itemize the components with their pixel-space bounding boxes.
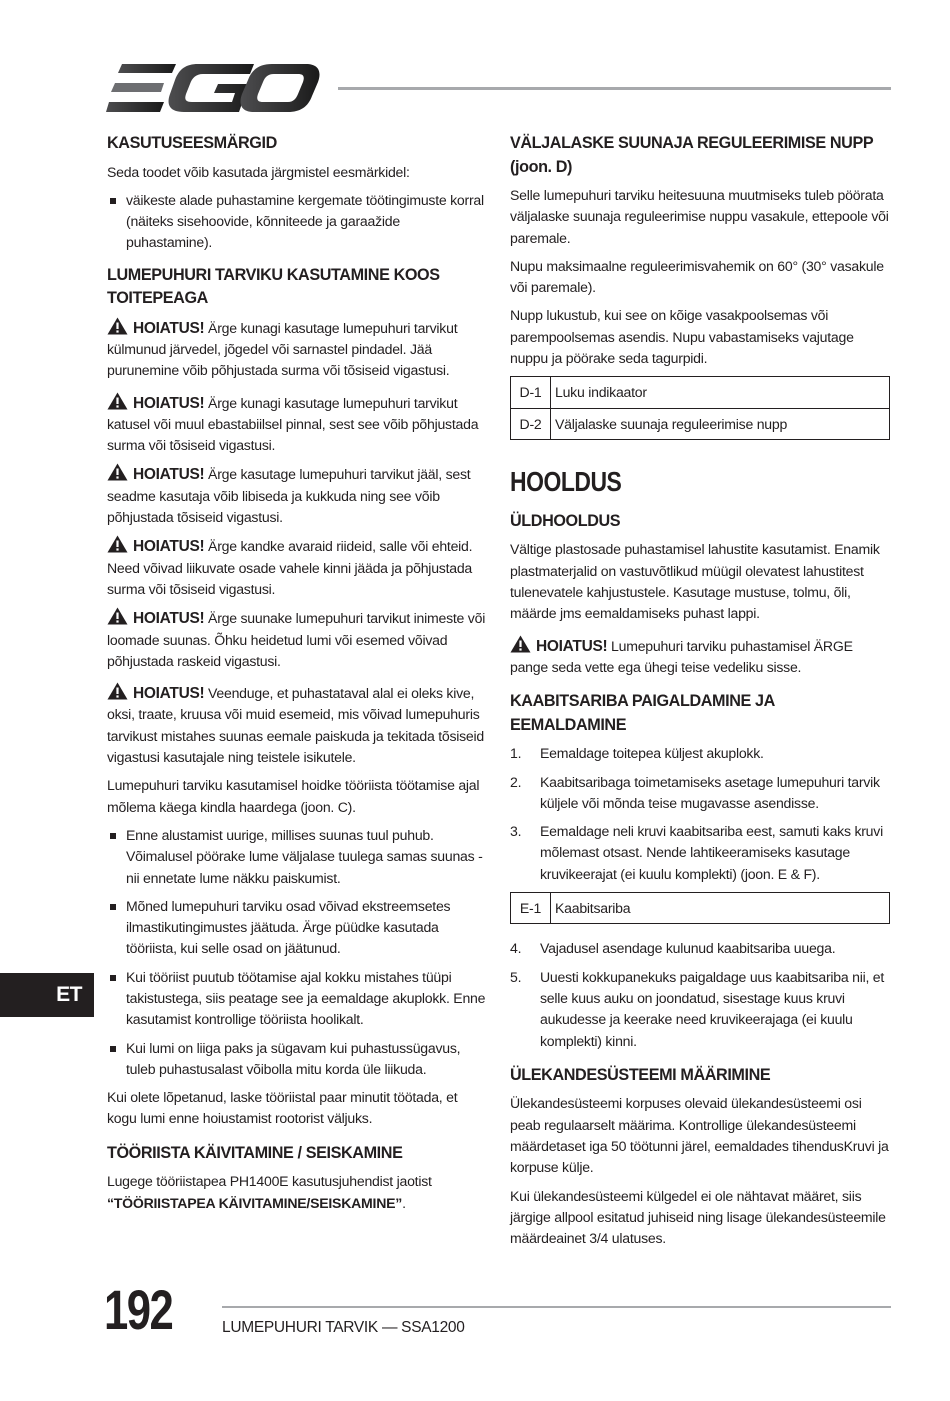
list-item: Enne alustamist uurige, millises suunas tuul puhub. Võimalusel pöörake lume väljalase tuulega samas suunas - nii ennetate lume näkku paiskumist. — [107, 825, 487, 889]
bold-reference: “TÖÖRIISTAPEA KÄIVITAMINE/SEISKAMINE” — [107, 1194, 403, 1211]
warning-icon — [107, 682, 128, 700]
ego-logo-graphic — [106, 62, 320, 114]
warning-text: Ärge kasutage lumepuhuri tarvikut jääl, sest seadme kasutaja võib libiseda ja kukkuda ning see võib põhjustada tõsiseid vigastusi. — [107, 466, 471, 526]
table-cell-code: D-1 — [511, 377, 551, 408]
list-item: Mõned lumepuhuri tarviku osad võivad ekstreemsetes ilmastikutingimustes jäätuda. Ärge püüdke kasutada tööriista, kui selle osad on jäätunud. — [107, 896, 487, 960]
warning-paragraph — [510, 635, 891, 679]
heading-valjalaske-suunaja: VÄLJALASKE SUUNAJA REGULEERIMISE NUPP (joon. D) — [510, 134, 873, 176]
list-item — [510, 821, 891, 885]
step-text: Uuesti kokkupanekuks paigaldage uus kaabitsariba nii, et selle kuus auku on joondatud, sisestage kuus kruvi aukudesse ja keerake need kruvikeerajaga (ei kuulu komplekti) kinni. — [540, 968, 885, 1049]
paragraph: Seda toodet võib kasutada järgmistel eesmärkidel: — [107, 163, 410, 180]
warning-icon — [107, 392, 128, 410]
warning-label: HOIATUS! — [536, 637, 608, 655]
warning-text: Veenduge, et puhastataval alal ei oleks kive, oksi, traate, kruusa või muid esemeid, mis võivad lumepuhuris tarvikust mistahes suunas eemale paiskuda ja tekitada tõsiseid vigastusi kasutajale ning teistele isikutele. — [107, 685, 484, 766]
warning-label: HOIATUS! — [133, 610, 205, 628]
table-row — [511, 408, 890, 439]
paragraph: Nupu maksimaalne reguleerimisvahemik on 60° (30° vasakule või paremale). — [510, 257, 884, 296]
table-cell-label: Väljalaske suunaja reguleerimise nupp — [551, 408, 890, 439]
warning-paragraph — [107, 392, 487, 457]
bullet-list — [107, 190, 487, 254]
list-item — [510, 967, 891, 1052]
paragraph: Lumepuhuri tarviku kasutamisel hoidke tööriista töötamise ajal mõlema käega kindla haardega (joon. C). — [107, 777, 480, 815]
warning-text: Ärge suunake lumepuhuri tarvikut inimeste või loomade suunas. Õhku heidetud lumi või esemed võivad põhjustada raskeid vigastusi. — [107, 610, 486, 669]
table-row — [511, 893, 890, 924]
step-number: 3. — [510, 823, 522, 840]
warning-paragraph — [107, 317, 487, 382]
paragraph: Kui ülekandesüsteemi külgedel ei ole nähtavat määret, siis järgige allpool esitatud juhiseid ning lisage ülekandesüsteemile määrdeainet 3/4 ulatuses. — [510, 1187, 886, 1247]
heading-kasutuseesmargid: KASUTUSEESMÄRGID — [107, 134, 277, 152]
step-text: Eemaldage toitepea küljest akuplokk. — [540, 745, 764, 762]
paragraph: Nupp lukustub, kui see on kõige vasakpoolsemas või parempoolsemas asendis. Nupu vabastamiseks vajutage nuppu ja pöörake seda tagurpidi. — [510, 307, 854, 367]
paragraph: Ülekandesüsteemi korpuses olevaid ülekandesüsteemi osi peab regulaarselt määrima. Kontrollige ülekandesüsteemi määrdetaset iga 50 töötunni järel, eemaldades tihendusKruvi ja korpuse külje. — [510, 1095, 889, 1176]
warning-text: Ärge kandke avaraid riideid, salle või ehteid. Need võivad liikuvate osade vahele kinni jääda ja põhjustada surma või tõsiseid vigastusi. — [107, 538, 473, 597]
warning-text: Ärge kunagi kasutage lumepuhuri tarvikut katusel või muul ebastabiilsel pinnal, sest see võib põhjustada surma või tõsiseid vigastusi. — [107, 394, 479, 454]
paragraph: Selle lumepuhuri tarviku heitesuuna muutmiseks tuleb pöörata väljalaske suunaja reguleerimise nuppu vasakule, ettepoole või paremale. — [510, 187, 889, 246]
warning-paragraph — [107, 682, 487, 768]
warning-icon — [107, 463, 128, 481]
warning-text: Lumepuhuri tarviku puhastamisel ÄRGE pange seda vette ega ühegi teise vedeliku sisse. — [510, 637, 853, 675]
footer-rule — [222, 1306, 891, 1308]
warning-icon — [107, 317, 128, 335]
heading-tooriista-kaivitamine: TÖÖRIISTA KÄIVITAMINE / SEISKAMINE — [107, 1143, 403, 1162]
paragraph — [107, 1171, 487, 1214]
step-number: 2. — [510, 773, 522, 790]
warning-icon — [510, 635, 531, 653]
warning-icon — [107, 535, 128, 553]
warning-icon — [107, 607, 128, 625]
table-cell-label: Luku indikaator — [551, 377, 890, 408]
table-row — [511, 377, 890, 408]
footer-title: LUMEPUHURI TARVIK — SSA1200 — [222, 1319, 465, 1336]
ego-logo — [106, 62, 320, 114]
list-item: Kui tööriist puutub töötamise ajal kokku mistahes tüüpi takistustega, siis peatage see ja eemaldage akuplokk. Enne kasutamist kontrollige tööriista hoolikalt. — [107, 967, 487, 1031]
section-title-hooldus: HOOLDUS — [510, 465, 622, 497]
list-item — [510, 772, 891, 815]
warning-label: HOIATUS! — [133, 685, 205, 703]
list-item: väikeste alade puhastamine kergemate töötingimuste korral (näiteks sisehoovide, kõnniteede ja garaažide puhastamine). — [107, 190, 487, 254]
warning-label: HOIATUS! — [133, 538, 205, 556]
step-text: Kaabitsaribaga toimetamiseks asetage lumepuhuri tarvik küljele või mõnda teise mugavasse asendisse. — [540, 773, 880, 811]
bullet-list — [107, 825, 487, 1080]
heading-lumepuhuri-kasutamine: LUMEPUHURI TARVIKU KASUTAMINE KOOS TOITEPEAGA — [107, 265, 440, 308]
numbered-list — [510, 938, 891, 1051]
reference-table-d — [510, 376, 890, 440]
list-item — [510, 743, 891, 764]
step-number: 4. — [510, 940, 522, 957]
warning-paragraph — [107, 463, 487, 528]
numbered-list — [510, 743, 891, 885]
step-text: Eemaldage neli kruvi kaabitsariba eest, samuti kaks kruvi mõlemast otsast. Nende lahtikeeramiseks kasutage kruvikeerajat (ei kuulu komplekti) (joon. E & F). — [540, 823, 883, 882]
text: . — [402, 1194, 406, 1211]
page-number: 192 — [104, 1278, 173, 1341]
right-column — [510, 132, 891, 1256]
warning-paragraph — [107, 535, 487, 600]
header-rule — [338, 87, 891, 90]
paragraph: Vältige plastosade puhastamisel lahustite kasutamist. Enamik plastmaterjalid on vastuvõtlikud müügil olevatest lahustitest tulenevatele kahjustustele. Kasutage mustuse, tolmu, õli, määrde jms eemaldamiseks puhast lappi. — [510, 541, 880, 622]
table-cell-code: D-2 — [511, 408, 551, 439]
text: Lugege tööriistapea PH1400E kasutusjuhendist jaotist — [107, 1173, 432, 1190]
step-text: Vajadusel asendage kulunud kaabitsariba uuega. — [540, 940, 836, 957]
heading-kaabitsariba: KAABITSARIBA PAIGALDAMINE JA EEMALDAMINE — [510, 692, 775, 734]
step-number: 1. — [510, 745, 522, 762]
reference-table-e — [510, 892, 890, 924]
table-cell-label: Kaabitsariba — [551, 893, 890, 924]
warning-label: HOIATUS! — [133, 394, 205, 412]
list-item — [510, 938, 891, 959]
language-tab: ET — [0, 973, 94, 1017]
heading-ulekandesusteem: ÜLEKANDESÜSTEEMI MÄÄRIMINE — [510, 1065, 771, 1084]
warning-paragraph — [107, 607, 487, 672]
paragraph: Kui olete lõpetanud, laske tööriistal paar minutit töötada, et kogu lumi enne hoiustamist rootorist väljuks. — [107, 1089, 458, 1127]
table-cell-code: E-1 — [511, 893, 551, 924]
left-column — [107, 132, 487, 1221]
warning-text: Ärge kunagi kasutage lumepuhuri tarvikut külmunud järvedel, jõgedel või sarnastel pindadel. Jää purunemine võib põhjustada surma või tõsiseid vigastusi. — [107, 319, 458, 379]
warning-label: HOIATUS! — [133, 466, 205, 484]
list-item: Kui lumi on liiga paks ja sügavam kui puhastussügavus, tuleb puhastusalast võibolla mitu korda üle liikuda. — [107, 1038, 487, 1081]
warning-label: HOIATUS! — [133, 319, 205, 337]
heading-uldhooldus: ÜLDHOOLDUS — [510, 511, 621, 530]
step-number: 5. — [510, 968, 522, 985]
